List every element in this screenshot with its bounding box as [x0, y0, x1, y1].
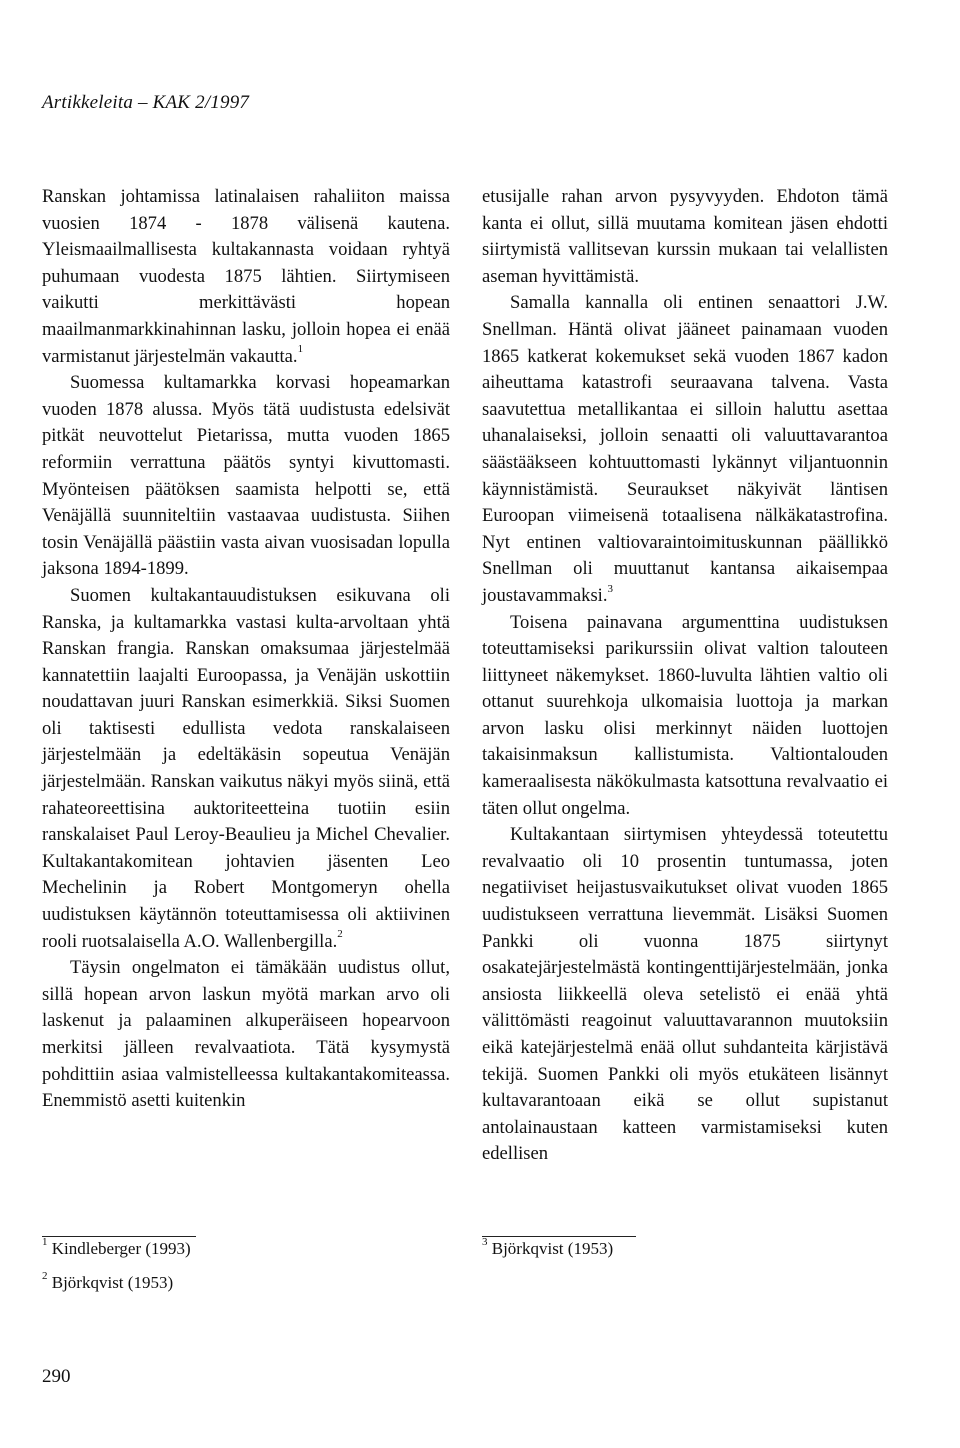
footnote-1: $^1$ Kindleberger (1993): [42, 1236, 191, 1258]
paragraph: etusijalle rahan arvon pysyvyyden. Ehdoton tämä kanta ei ollut, sillä muutama komitean jäsen ehdotti siirtymistä vallitsevan kurssin mukaan tai velallisten aseman hyvittämistä.: [482, 186, 888, 287]
footnote-ref: 1: [297, 343, 304, 356]
paragraph: Toisena painavana argumenttina uudistuksen toteuttamiseksi parikurssiin olivat valtion talouteen liittyneet näkemykset. 1860-luvulta lähtien valtio oli ottanut suurehkoja ulkomaisia luottoja ja markan arvon lasku olisi merkinnyt näiden luottojen takaisinmaksun kallistumista. Valtiontalouden kameraalisesta näkökulmasta katsottuna revalvaatio ei täten ollut ongelma.: [482, 611, 888, 819]
left-column: [42, 184, 450, 1115]
right-column: [482, 184, 888, 1168]
running-header: Artikkeleita – KAK 2/1997: [42, 92, 250, 113]
paragraph: Suomessa kultamarkka korvasi hopeamarkan vuoden 1878 alussa. Myös tätä uudistusta edelsivät pitkät neuvottelut Pietarissa, mutta vuoden 1865 reformiin verrattuna päätös syntyi kivuttomasti. Myönteisen päätöksen saamista helpotti se, että Venäjällä suunniteltiin vastaavaa uudistusta. Siihen tosin Venäjällä päästiin vasta aivan vuosisadan lopulla jaksona 1894-1899.: [42, 372, 450, 580]
paragraph: Suomen kultakantauudistuksen esikuvana oli Ranska, ja kultamarkka vastasi kulta-arvoltaan yhtä Ranskan frangia. Ranskan omaksumaa järjestelmää kannatettiin laajalti Euroopassa, ja Venäjän uskottiin noudattavan juuri Ranskan esimerkkiä. Siksi Suomen oli taktisesti edullista vedota ranskalaiseen järjestelmään ja edeltäkäsin sopeutua Venäjän järjestelmään. Ranskan vaikutus näkyi myös siinä, että rahateoreettisina auktoriteetteina tuotiin esiin ranskalaiset Paul Leroy-Beaulieu ja Michel Chevalier. Kultakantakomitean johtavien jäsenten Leo Mechelinin ja Robert Montgomeryn ohella uudistuksen käytännön toteuttamisessa oli aktiivinen rooli ruotsalaisella A.O. Wallenbergilla.$^2$: [42, 584, 450, 952]
footnote-divider: [42, 1236, 196, 1237]
paragraph: Ranskan johtamissa latinalaisen rahaliiton maissa vuosien 1874 - 1878 välisenä kautena. Yleismaailmallisesta kultakannasta voidaan ryhtyä puhumaan vuodesta 1875 lähtien. Siirtymiseen vaikutti merkittävästi hopean maailmanmarkkinahinnan lasku, jolloin hopea ei enää varmistanut järjestelmän vakautta.$^1$: [42, 186, 450, 367]
footnote-ref: 2: [337, 928, 343, 941]
footnote-divider: [482, 1236, 636, 1237]
footnote-3: $^3$ Björkqvist (1953): [482, 1236, 614, 1258]
footnote-ref: 3: [607, 582, 613, 595]
paragraph: Kultakantaan siirtymisen yhteydessä toteutettu revalvaatio oli 10 prosentin tuntumassa, joten negatiiviset heijastusvaikutukset olivat vuoden 1865 uudistukseen verrattuna lievemmät. Lisäksi Suomen Pankki oli vuonna 1875 siirtynyt osakatejärjestelmästä kontingenttijärjestelmään, jonka ansiosta liikkeellä oleva setelistö ei enää yhtä välittömästi reagoinut valuuttavarannon muutoksiin eikä katejärjestelmä enää ollut suhdanteita kärjistävä tekijä. Suomen Pankki oli myös etukäteen lisännyt kultavarantoaan eikä se ollut supistanut antolainaustaan katteen varmistamiseksi kuten edellisen: [482, 824, 888, 1165]
paragraph: Samalla kannalla oli entinen senaattori J.W. Snellman. Häntä olivat jääneet painamaan vuoden 1865 katkerat kokemukset sekä vuoden 1867 kadon aiheuttama katastrofi seuraavana talvena. Vasta saavutettua metallikantaa ei silloin haluttu asettaa uhanalaiseksi, jolloin senaatti oli valuuttavarantoa säästääkseen kohtuuttomasti lykännyt viljantuonnin käynnistämistä. Seuraukset näkyivät läntisen Euroopan viimeisenä totaalisena nälkäkatastrofina. Nyt entinen valtiovaraintoimituskunnan päällikkö Snellman oli muuttanut kantansa aikaisempaa joustavammaksi.$^3$: [482, 292, 888, 606]
paragraph: Täysin ongelmaton ei tämäkään uudistus ollut, sillä hopean arvon laskun myötä markan arvo oli laskenut ja palaaminen alkuperäiseen hopearvoon merkitsi jälleen revalvaatiota. Tätä kysymystä pohdittiin asiaa valmistelleessa kultakantakomiteassa. Enemmistö asetti kuitenkin: [42, 957, 450, 1112]
footnote-2: $^2$ Björkqvist (1953): [42, 1270, 174, 1292]
page-number: 290: [42, 1366, 71, 1387]
